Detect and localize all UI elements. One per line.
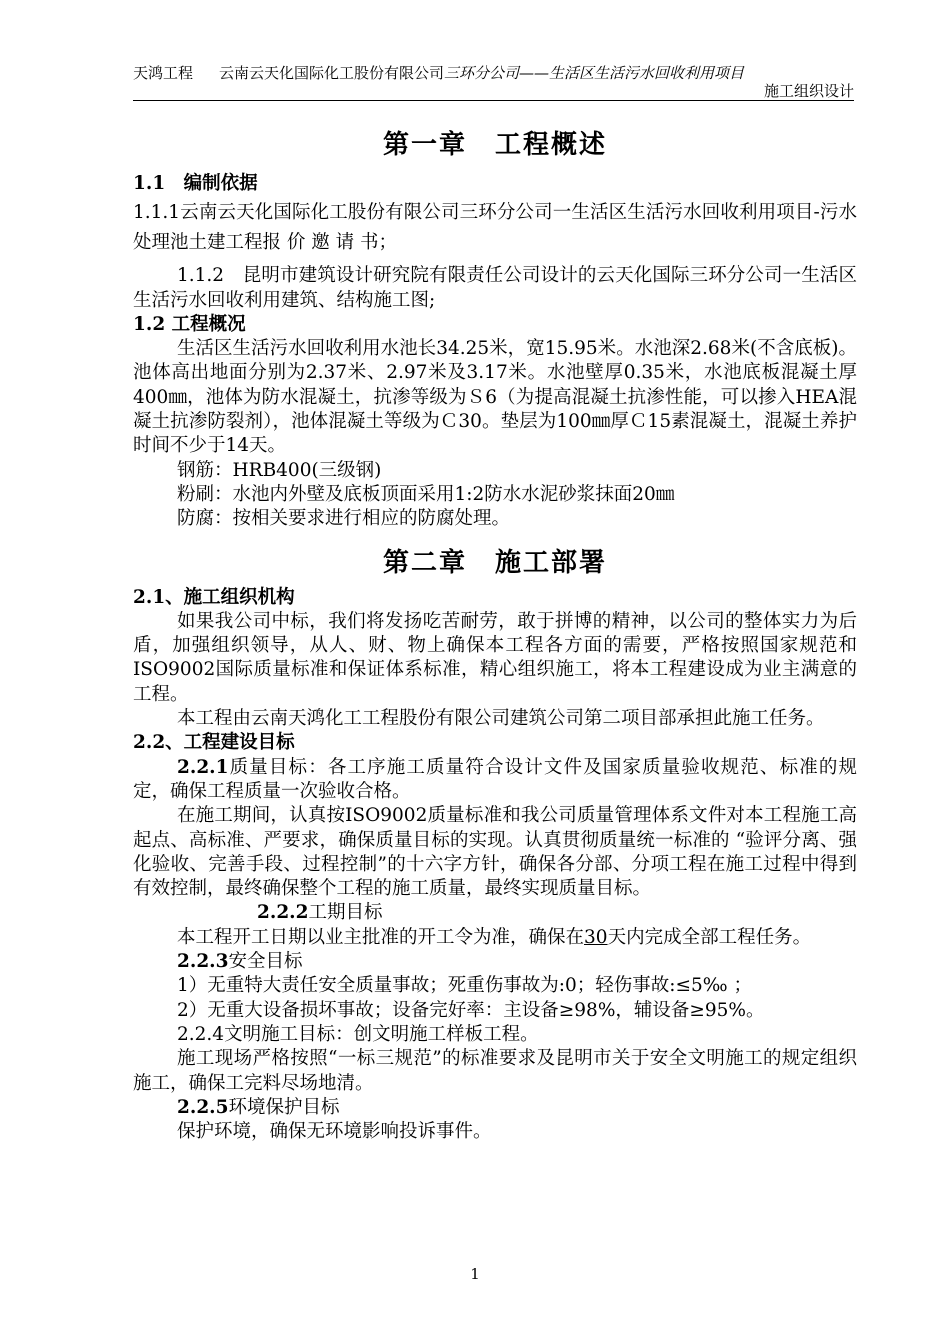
paragraph-2-2-5: 保护环境，确保无环境影响投诉事件。 bbox=[177, 1121, 492, 1143]
section-1-2-heading: 1.2 工程概况 bbox=[133, 313, 246, 335]
chapter-2-title: 第二章 施工部署 bbox=[382, 547, 607, 578]
header-project: 三环分公司——生活区生活污水回收利用项目 bbox=[444, 64, 745, 82]
paragraph-2-2-3-a: 1）无重特大责任安全质量事故；死重伤事故为:0；轻伤事故:≤5‰ ； bbox=[177, 975, 752, 997]
paragraph-2-2-1 bbox=[133, 756, 857, 805]
heading-2-2-3 bbox=[133, 950, 857, 974]
text-2-2-2-a: 本工程开工日期以业主批准的开工令为准，确保在 bbox=[177, 926, 585, 948]
paragraph-anticorrosion: 防腐：按相关要求进行相应的防腐处理。 bbox=[177, 508, 511, 530]
heading-2-2-2 bbox=[133, 901, 857, 925]
paragraph-2-2-4-b: 施工现场严格按照“一标三规范”的标准要求及昆明市关于安全文明施工的规定组织施工，确保工完料尽场地清。 bbox=[133, 1048, 857, 1094]
header-client: 云南云天化国际化工股份有限公司 bbox=[219, 64, 445, 82]
header-company: 天鸿工程 bbox=[133, 64, 194, 82]
paragraph-1-2-overview: 生活区生活污水回收利用水池长34.25米，宽15.95米。水池深2.68米(不含底板)。池体高出地面分别为2.37米、2.97米及3.17米。水池壁厚0.35米，水池底板混凝土厚400㎜，池体为防水混凝土，抗渗等级为Ｓ6（为提高混凝土抗渗性能，可以掺入HEA混凝土抗渗防裂剂），池体混凝土等级为Ｃ30。垫层为100㎜厚Ｃ15素混凝土，混凝土养护时间不少于14天。 bbox=[133, 338, 857, 457]
paragraph-1-1-2: 1.1.2 昆明市建筑设计研究院有限责任公司设计的云天化国际三环分公司一生活区生活污水回收利用建筑、结构施工图; bbox=[133, 265, 857, 311]
paragraph-2-2-1-b: 在施工期间，认真按ISO9002质量标准和我公司质量管理体系文件对本工程施工高起点、高标准、严要求，确保质量目标的实现。认真贯彻质量统一标准的 “验评分离、强化验收、完善手段、过程控制”的十六字方针，确保各分部、分项工程在施工过程中得到有效控制，最终确保整个工程的施工质量，最终实现质量目标。 bbox=[133, 805, 857, 900]
section-1-1-heading: 1.1 编制依据 bbox=[133, 173, 258, 194]
section-2-1-heading: 2.1、施工组织机构 bbox=[133, 586, 295, 608]
page-header bbox=[133, 62, 744, 83]
document-body bbox=[133, 128, 857, 1144]
heading-2-2-5 bbox=[133, 1096, 857, 1120]
title-2-2-2: 工期目标 bbox=[308, 902, 383, 924]
paragraph-1-1-1: 1.1.1云南云天化国际化工股份有限公司三环分公司一生活区生活污水回收利用项目-污水处理池土建工程报 价 邀 请 书； bbox=[133, 202, 857, 254]
title-2-2-5: 环境保护目标 bbox=[228, 1096, 340, 1118]
number-2-2-2: 2.2.2 bbox=[257, 902, 309, 924]
paragraph-2-2-2 bbox=[133, 926, 857, 950]
text-2-2-2-b: 天内完成全部工程任务。 bbox=[607, 926, 812, 948]
duration-days: 30 bbox=[584, 926, 608, 948]
number-2-2-1: 2.2.1 bbox=[177, 756, 229, 778]
header-rule bbox=[133, 100, 854, 101]
paragraph-2-2-4: 2.2.4文明施工目标：创文明施工样板工程。 bbox=[177, 1023, 539, 1045]
paragraph-rebar: 钢筋：HRB400(三级钢) bbox=[177, 459, 382, 481]
text-2-2-1: 质量目标：各工序施工质量符合设计文件及国家质量验收规范、标准的规定，确保工程质量一次验收合格。 bbox=[133, 756, 857, 802]
section-2-2-heading: 2.2、工程建设目标 bbox=[133, 732, 295, 754]
paragraph-2-1-a: 如果我公司中标，我们将发扬吃苦耐劳，敢于拼博的精神，以公司的整体实力为后盾，加强组织领导，从人、财、物上确保本工程各方面的需要，严格按照国家规范和ISO9002国际质量标准和保证体系标准，精心组织施工，将本工程建设成为业主满意的工程。 bbox=[133, 610, 857, 705]
chapter-1-title: 第一章 工程概述 bbox=[382, 130, 607, 160]
title-2-2-3: 安全目标 bbox=[228, 951, 303, 973]
header-doc-type: 施工组织设计 bbox=[763, 82, 854, 100]
number-2-2-3: 2.2.3 bbox=[177, 951, 229, 973]
paragraph-2-2-3-b: 2）无重大设备损坏事故；设备完好率：主设备≥98%，辅设备≥95%。 bbox=[177, 999, 765, 1021]
paragraph-2-1-b: 本工程由云南天鸿化工工程股份有限公司建筑公司第二项目部承担此施工任务。 bbox=[177, 708, 825, 730]
page-number: 1 bbox=[470, 1265, 480, 1283]
number-2-2-5: 2.2.5 bbox=[177, 1096, 229, 1118]
paragraph-plaster: 粉刷：水池内外壁及底板顶面采用1:2防水水泥砂浆抹面20㎜ bbox=[177, 483, 675, 505]
